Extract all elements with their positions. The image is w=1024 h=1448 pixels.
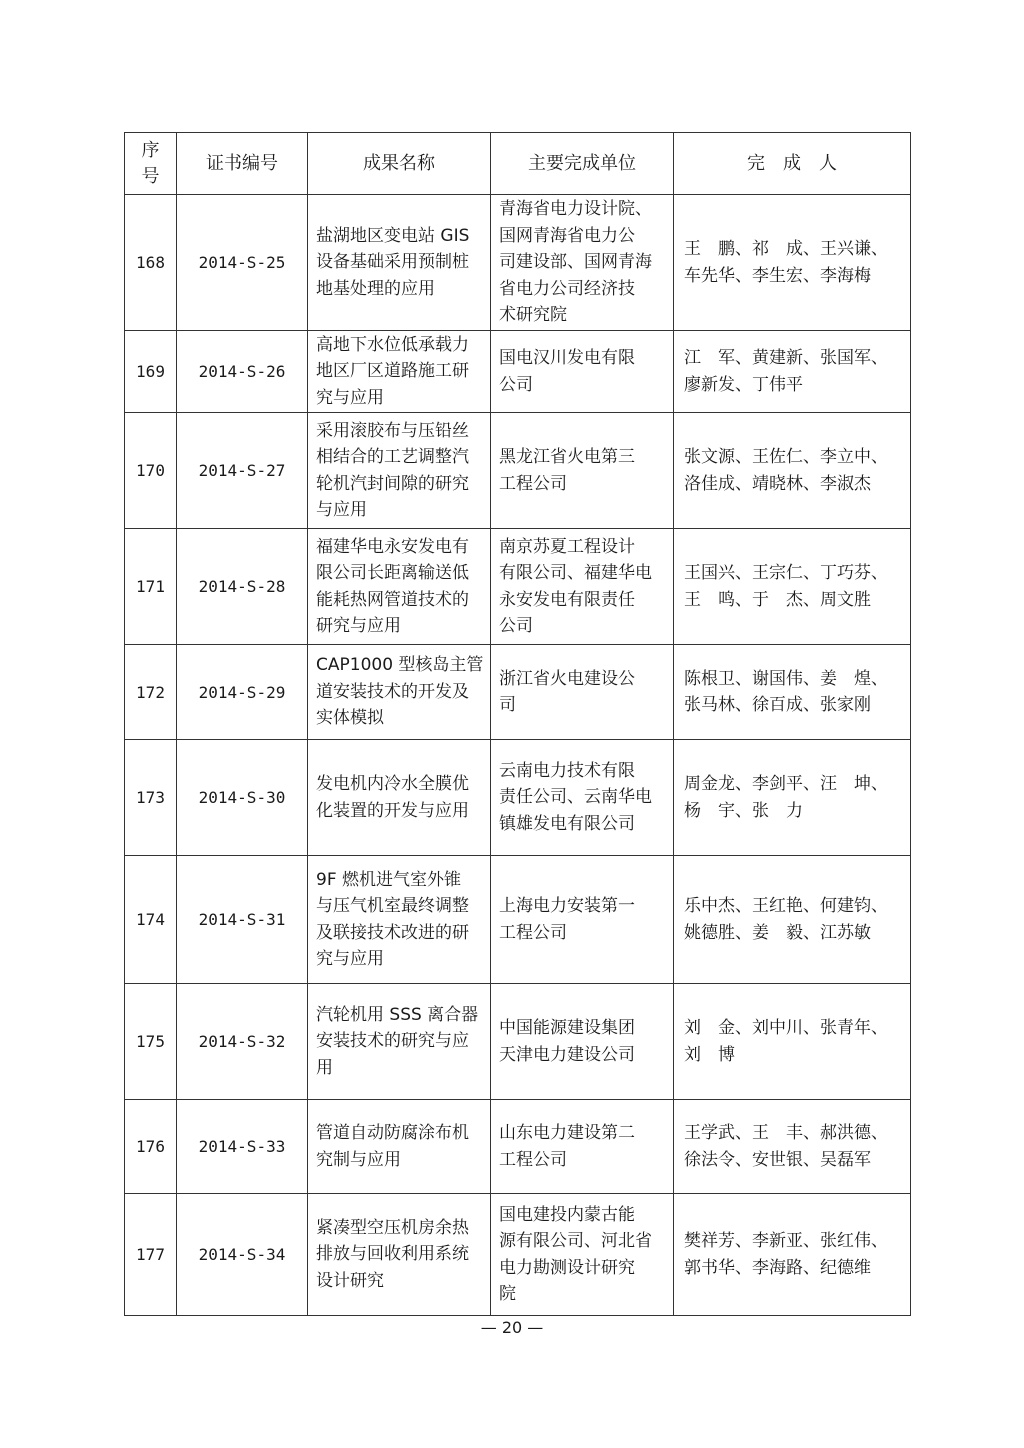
cell-completers: 王 鹏、祁 成、王兴谦、 车先华、李生宏、李海梅 xyxy=(674,195,911,331)
cell-certificate-number: 2014-S-28 xyxy=(177,529,308,645)
cell-certificate-number: 2014-S-29 xyxy=(177,645,308,740)
page-number: — 20 — xyxy=(480,1318,544,1337)
cell-certificate-number: 2014-S-30 xyxy=(177,740,308,856)
cell-completers: 刘 金、刘中川、张青年、 刘 博 xyxy=(674,984,911,1100)
cell-achievement-name: 发电机内冷水全膜优 化装置的开发与应用 xyxy=(308,740,491,856)
table-row xyxy=(125,1100,911,1194)
cell-completion-unit: 浙江省火电建设公 司 xyxy=(491,645,674,740)
table-row xyxy=(125,645,911,740)
cell-certificate-number: 2014-S-25 xyxy=(177,195,308,331)
cell-completers: 张文源、王佐仁、李立中、 洛佳成、靖晓林、李淑杰 xyxy=(674,413,911,529)
cell-certificate-number: 2014-S-33 xyxy=(177,1100,308,1194)
cell-completers: 王学武、王 丰、郝洪德、 徐法令、安世银、吴磊军 xyxy=(674,1100,911,1194)
cell-certificate-number: 2014-S-34 xyxy=(177,1194,308,1316)
header-completion-unit: 主要完成单位 xyxy=(491,133,674,195)
cell-achievement-name: CAP1000 型核岛主管 道安装技术的开发及 实体模拟 xyxy=(308,645,491,740)
cell-completion-unit: 国电建投内蒙古能 源有限公司、河北省 电力勘测设计研究 院 xyxy=(491,1194,674,1316)
cell-certificate-number: 2014-S-26 xyxy=(177,331,308,413)
cell-completers: 江 军、黄建新、张国军、 廖新发、丁伟平 xyxy=(674,331,911,413)
cell-serial-number: 168 xyxy=(125,195,177,331)
cell-certificate-number: 2014-S-31 xyxy=(177,856,308,984)
header-row xyxy=(125,133,911,195)
table-row xyxy=(125,413,911,529)
table-row xyxy=(125,1194,911,1316)
cell-completers: 陈根卫、谢国伟、姜 煌、 张马林、徐百成、张家刚 xyxy=(674,645,911,740)
header-completers: 完 成 人 xyxy=(674,133,911,195)
table-row xyxy=(125,331,911,413)
cell-serial-number: 174 xyxy=(125,856,177,984)
header-achievement-name: 成果名称 xyxy=(308,133,491,195)
cell-serial-number: 170 xyxy=(125,413,177,529)
cell-completers: 乐中杰、王红艳、何建钧、 姚德胜、姜 毅、江苏敏 xyxy=(674,856,911,984)
cell-certificate-number: 2014-S-32 xyxy=(177,984,308,1100)
cell-achievement-name: 紧凑型空压机房余热 排放与回收利用系统 设计研究 xyxy=(308,1194,491,1316)
cell-achievement-name: 福建华电永安发电有 限公司长距离输送低 能耗热网管道技术的 研究与应用 xyxy=(308,529,491,645)
cell-completion-unit: 中国能源建设集团 天津电力建设公司 xyxy=(491,984,674,1100)
awards-table xyxy=(124,132,911,1316)
cell-completion-unit: 上海电力安装第一 工程公司 xyxy=(491,856,674,984)
cell-serial-number: 173 xyxy=(125,740,177,856)
cell-serial-number: 171 xyxy=(125,529,177,645)
cell-achievement-name: 盐湖地区变电站 GIS 设备基础采用预制桩 地基处理的应用 xyxy=(308,195,491,331)
header-serial-number: 序 号 xyxy=(125,133,177,195)
cell-serial-number: 169 xyxy=(125,331,177,413)
table-row xyxy=(125,529,911,645)
cell-achievement-name: 采用滚胶布与压铅丝 相结合的工艺调整汽 轮机汽封间隙的研究 与应用 xyxy=(308,413,491,529)
cell-completion-unit: 南京苏夏工程设计 有限公司、福建华电 永安发电有限责任 公司 xyxy=(491,529,674,645)
cell-completers: 周金龙、李剑平、汪 坤、 杨 宇、张 力 xyxy=(674,740,911,856)
cell-serial-number: 175 xyxy=(125,984,177,1100)
cell-achievement-name: 汽轮机用 SSS 离合器 安装技术的研究与应 用 xyxy=(308,984,491,1100)
cell-serial-number: 172 xyxy=(125,645,177,740)
cell-certificate-number: 2014-S-27 xyxy=(177,413,308,529)
table-row xyxy=(125,195,911,331)
cell-completers: 王国兴、王宗仁、丁巧芬、 王 鸣、于 杰、周文胜 xyxy=(674,529,911,645)
table-row xyxy=(125,856,911,984)
cell-completion-unit: 国电汉川发电有限 公司 xyxy=(491,331,674,413)
cell-achievement-name: 高地下水位低承载力 地区厂区道路施工研 究与应用 xyxy=(308,331,491,413)
header-certificate-number: 证书编号 xyxy=(177,133,308,195)
table-row xyxy=(125,984,911,1100)
cell-serial-number: 176 xyxy=(125,1100,177,1194)
cell-completion-unit: 青海省电力设计院、 国网青海省电力公 司建设部、国网青海 省电力公司经济技 术研究院 xyxy=(491,195,674,331)
cell-completion-unit: 山东电力建设第二 工程公司 xyxy=(491,1100,674,1194)
table-row xyxy=(125,740,911,856)
cell-completers: 樊祥芳、李新亚、张红伟、 郭书华、李海路、纪德维 xyxy=(674,1194,911,1316)
cell-achievement-name: 管道自动防腐涂布机 究制与应用 xyxy=(308,1100,491,1194)
cell-completion-unit: 云南电力技术有限 责任公司、云南华电 镇雄发电有限公司 xyxy=(491,740,674,856)
cell-achievement-name: 9F 燃机进气室外锥 与压气机室最终调整 及联接技术改进的研 究与应用 xyxy=(308,856,491,984)
cell-serial-number: 177 xyxy=(125,1194,177,1316)
cell-completion-unit: 黑龙江省火电第三 工程公司 xyxy=(491,413,674,529)
